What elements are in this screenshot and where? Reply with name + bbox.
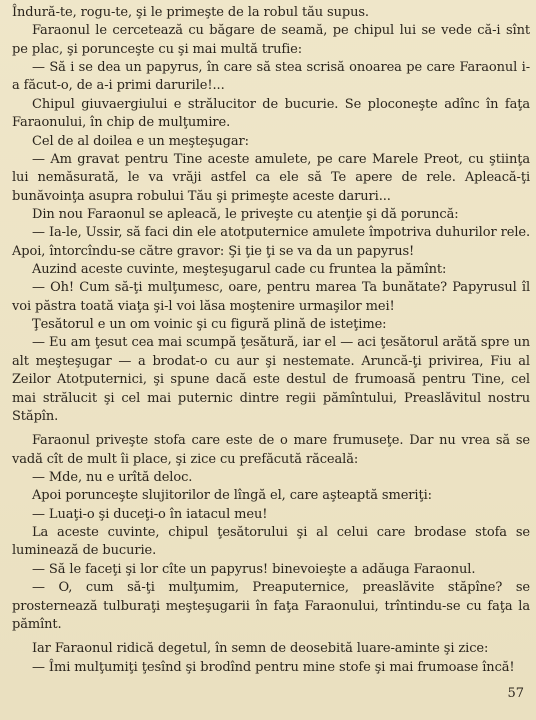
paragraph: — Să le faceţi şi lor cîte un papyrus! binevoieşte a adăuga Faraonul.: [32, 561, 476, 577]
paragraph: Apoi porunceşte slujitorilor de lîngă el, care aşteaptă smeriţi:: [32, 488, 432, 504]
paragraph: — Am gravat pentru Tine aceste amulete, pe care Marele Preot, cu ştiinţa lui nemăsurată, le va vrăji astfel ca ele să Te apere de rele. Apleacă-ţi bunăvoinţa asupra robului Tău şi primeşte aceste daruri...: [12, 151, 530, 204]
paragraph: Îndură-te, rogu-te, şi le primeşte de la robul tău supus.: [12, 5, 369, 20]
page-number: 57: [507, 686, 524, 701]
paragraph: Iar Faraonul ridică degetul, în semn de deosebită luare-aminte şi zice:: [32, 641, 489, 657]
paragraph: Faraonul le cercetează cu băgare de seamă, pe chipul lui se vede că-i sînt pe plac, şi porunceşte cu şi mai multă trufie:: [12, 23, 530, 57]
paragraph: Auzind aceste cuvinte, meşteşugarul cade cu fruntea la pămînt:: [32, 262, 447, 278]
paragraph: — Mde, nu e urîtă deloc.: [32, 469, 193, 485]
paragraph: Ţesătorul e un om voinic şi cu figură plină de isteţime:: [32, 317, 387, 333]
paragraph: — Îmi mulţumiţi ţesînd şi brodînd pentru mine stofe şi mai frumoase încă!: [32, 659, 515, 675]
paragraph: Cel de al doilea e un meşteşugar:: [32, 133, 249, 149]
paragraph: Din nou Faraonul se apleacă, le priveşte cu atenţie şi dă poruncă:: [32, 206, 459, 222]
paragraph: — O, cum să-ţi mulţumim, Preaputernice, preaslăvite stăpîne? se prosternează tulburaţi meşteşugarii în faţa Faraonului, trîntindu-se cu faţa la pămînt.: [12, 580, 530, 632]
paragraph: — Eu am ţesut cea mai scumpă ţesătură, iar el — aci ţesătorul arătă spre un alt meşteşugar — a brodat-o cu aur şi nestemate. Aruncă-ţi privirea, Fiu al Zeilor Atotputernici, şi spune dacă este destul de frumoasă pentru Tine, cel mai strălucit şi cel mai puternic dintre regii pămîntului, Preaslăvitul nostru Stăpîn.: [12, 335, 530, 424]
paragraph: Chipul giuvaergiului e strălucitor de bucurie. Se ploconeşte adînc în faţa Faraonului, în chip de mulţumire.: [12, 96, 530, 131]
paragraph: — Să i se dea un papyrus, în care să stea scrisă onoarea pe care Faraonul i-a făcut-o, de a-i primi darurile!...: [12, 60, 530, 94]
paragraph: La aceste cuvinte, chipul ţesătorului şi al celui care brodase stofa se luminează de bucurie.: [12, 525, 530, 559]
body-text: [12, 4, 530, 677]
paragraph: — Ia-le, Ussir, să faci din ele atotputernice amulete împotriva duhurilor rele. Apoi, întorcîndu-se către gravor: Şi ţie ţi se va da un papyrus!: [12, 225, 530, 259]
paragraph: Faraonul priveşte stofa care este de o mare frumuseţe. Dar nu vrea să se vadă cît de mult îi place, şi zice cu prefăcută răceală:: [12, 433, 530, 467]
paragraph: — Oh! Cum să-ţi mulţumesc, oare, pentru marea Ta bunătate? Papyrusul îl voi păstra toată viaţa şi-l voi lăsa moştenire urmaşilor mei!: [12, 280, 530, 314]
paragraph: — Luaţi-o şi duceţi-o în iatacul meu!: [32, 506, 268, 522]
